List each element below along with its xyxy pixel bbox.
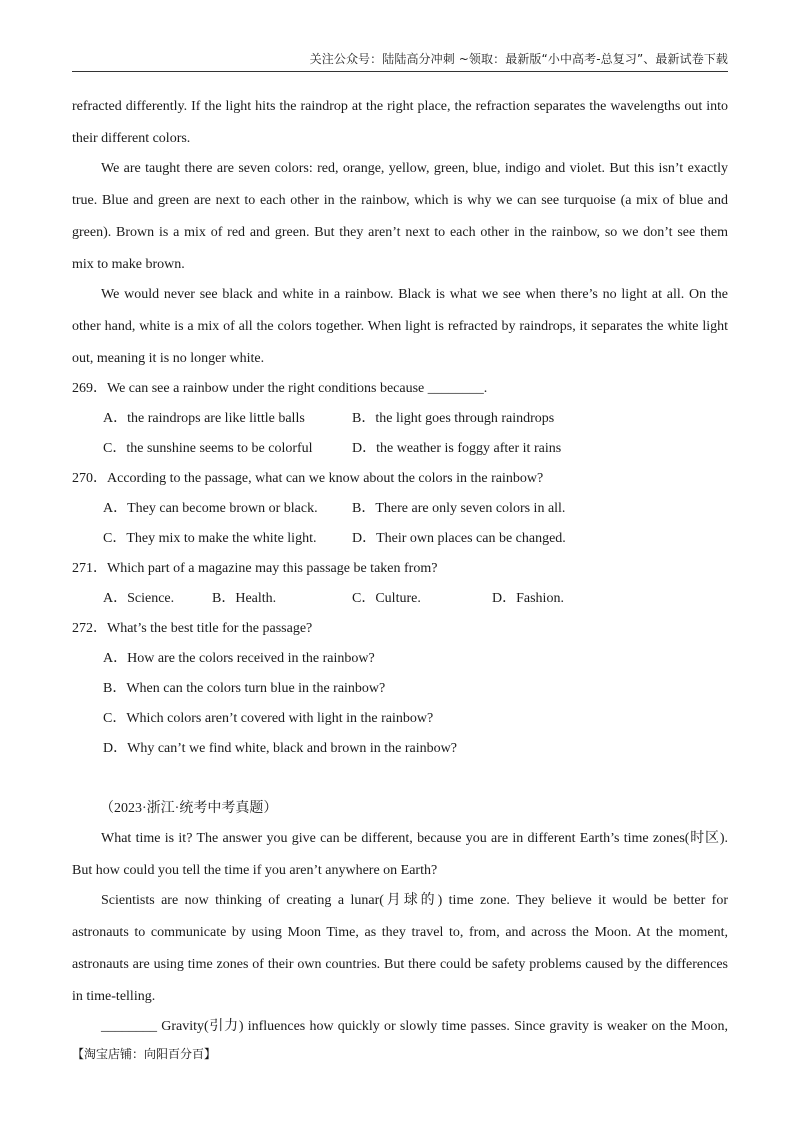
question-stem-269: 269．We can see a rainbow under the right conditions because ________.: [72, 381, 488, 396]
header-divider: [72, 71, 728, 72]
page-footer: 【淘宝店铺：向阳百分百】: [72, 1047, 217, 1061]
option-271-a[interactable]: A．Science.: [103, 591, 175, 606]
passage-line: in time-telling.: [72, 989, 156, 1004]
option-271-d[interactable]: D．Fashion.: [492, 591, 564, 606]
passage-line: astronauts to communicate by using Moon Time, as they travel to, from, and across the Moon. At the moment,: [72, 925, 728, 940]
passage-line: We are taught there are seven colors: red, orange, yellow, green, blue, indigo and violet. But this isn’t exactly: [101, 161, 728, 176]
option-272-c[interactable]: C．Which colors aren’t covered with light in the rainbow?: [103, 711, 434, 726]
option-269-a[interactable]: A．the raindrops are like little balls: [103, 411, 305, 426]
passage-line: their different colors.: [72, 131, 191, 146]
passage-line: We would never see black and white in a rainbow. Black is what we see when there’s no light at all. On the: [101, 287, 728, 302]
passage-line: mix to make brown.: [72, 257, 185, 272]
option-270-a[interactable]: A．They can become brown or black.: [103, 501, 318, 516]
passage-line: out, meaning it is no longer white.: [72, 351, 265, 366]
option-272-d[interactable]: D．Why can’t we find white, black and brown in the rainbow?: [103, 741, 457, 756]
option-270-b[interactable]: B．There are only seven colors in all.: [352, 501, 566, 516]
question-stem-270: 270．According to the passage, what can we know about the colors in the rainbow?: [72, 471, 544, 486]
question-stem-271: 271．Which part of a magazine may this passage be taken from?: [72, 561, 438, 576]
option-272-b[interactable]: B．When can the colors turn blue in the rainbow?: [103, 681, 386, 696]
option-269-b[interactable]: B．the light goes through raindrops: [352, 411, 555, 426]
passage-line: refracted differently. If the light hits the raindrop at the right place, the refraction separates the wavelengths out into: [72, 99, 728, 114]
passage-line: But how could you tell the time if you aren’t anywhere on Earth?: [72, 863, 438, 878]
passage-line: other hand, white is a mix of all the colors together. When light is refracted by raindrops, it separates the white light: [72, 319, 728, 334]
option-269-c[interactable]: C．the sunshine seems to be colorful: [103, 441, 313, 456]
option-271-c[interactable]: C．Culture.: [352, 591, 421, 606]
option-271-b[interactable]: B．Health.: [212, 591, 277, 606]
question-stem-272: 272．What’s the best title for the passage?: [72, 621, 313, 636]
passage-source: （2023·浙江·统考中考真题）: [100, 801, 278, 816]
passage-line: ________ Gravity(引力) influences how quickly or slowly time passes. Since gravity is weaker on the Moon,: [101, 1019, 728, 1034]
option-272-a[interactable]: A．How are the colors received in the rainbow?: [103, 651, 375, 666]
passage-line: What time is it? The answer you give can be different, because you are in different Earth’s time zones(时区).: [101, 831, 728, 846]
passage-line: Scientists are now thinking of creating a lunar(月球的) time zone. They believe it would be better for: [101, 893, 728, 908]
option-269-d[interactable]: D．the weather is foggy after it rains: [352, 441, 562, 456]
option-270-c[interactable]: C．They mix to make the white light.: [103, 531, 317, 546]
passage-line: green). Brown is a mix of red and green. But they aren’t next to each other in the rainbow, so we don’t see them: [72, 225, 728, 240]
passage-line: true. Blue and green are next to each other in the rainbow, which is why we can see turquoise (a mix of blue and: [72, 193, 728, 208]
page-header: 关注公众号：陆陆高分冲刺 ~领取：最新版“小中高考-总复习”、最新试卷下载: [309, 52, 728, 66]
option-270-d[interactable]: D．Their own places can be changed.: [352, 531, 566, 546]
passage-line: astronauts are using time zones of their own countries. But there could be safety problems caused by the differences: [72, 957, 728, 972]
